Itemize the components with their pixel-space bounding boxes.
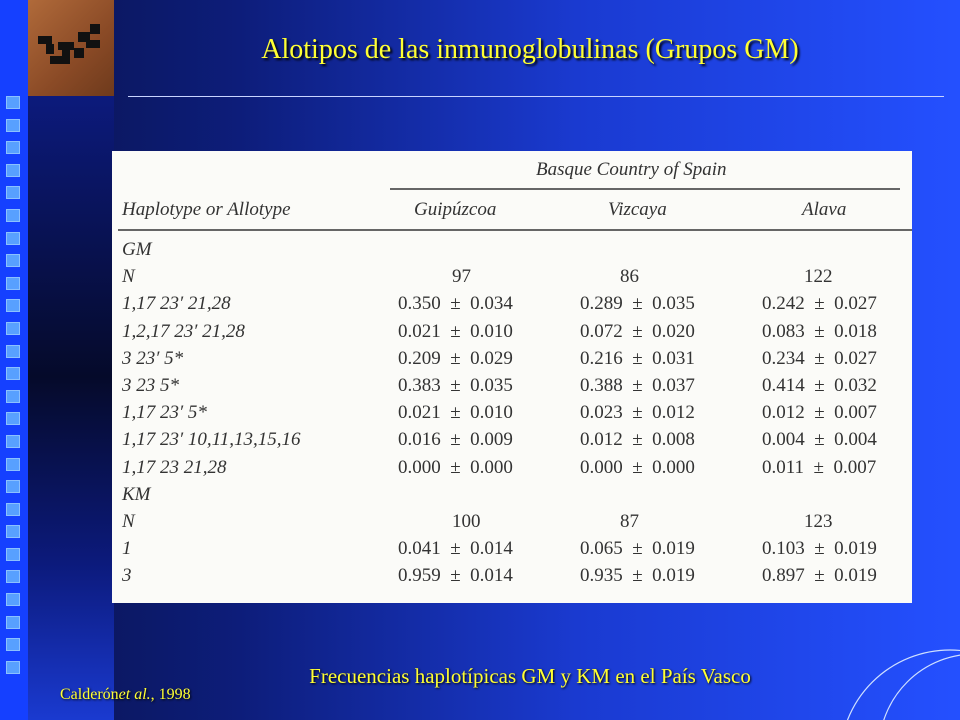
table-row (112, 321, 912, 347)
table-cell: 0.935 ± 0.019 (580, 565, 695, 587)
table-cell: 0.023 ± 0.012 (580, 402, 695, 424)
table-cell: 0.083 ± 0.018 (762, 320, 877, 342)
decorative-square (6, 661, 20, 674)
citation (60, 686, 191, 704)
column-header-guipuzcoa: Guipúzcoa (414, 199, 497, 220)
table-cell: 97 (452, 266, 471, 288)
row-label: 1,17 23′ 5* (122, 402, 207, 424)
decorative-square (6, 593, 20, 606)
decorative-square (6, 164, 20, 177)
table-cell: 87 (620, 511, 639, 532)
table-cell: 0.041 ± 0.014 (398, 538, 513, 560)
table-cell: 122 (804, 266, 833, 288)
table-row (112, 293, 912, 319)
decorative-square (6, 322, 20, 335)
column-header-first: Haplotype or Allotype (122, 199, 291, 220)
row-label: 1 (122, 538, 132, 560)
table-cell: 0.012 ± 0.008 (580, 429, 695, 451)
table-row (112, 429, 912, 455)
dark-band (28, 96, 114, 720)
row-label: N (122, 511, 135, 532)
group-header-rule (390, 188, 900, 190)
decorative-square (6, 458, 20, 471)
decorative-square (6, 345, 20, 358)
section-label: KM (122, 483, 151, 505)
decorative-square (6, 616, 20, 629)
table-cell: 0.000 ± 0.000 (580, 456, 695, 478)
citation-year: , 1998 (150, 686, 191, 703)
decorative-square (6, 480, 20, 493)
row-label: 1,17 23′ 21,28 (122, 293, 231, 315)
table-cell: 0.004 ± 0.004 (762, 429, 877, 451)
table-row (112, 375, 912, 401)
table-cell: 86 (620, 266, 639, 288)
column-header-alava: Alava (802, 199, 847, 220)
decorative-square (6, 412, 20, 425)
table-cell: 0.021 ± 0.010 (398, 320, 513, 342)
decorative-square (6, 390, 20, 403)
table-cell: 0.011 ± 0.007 (762, 456, 877, 478)
decorative-square (6, 435, 20, 448)
decorative-squares (6, 96, 22, 683)
decorative-square (6, 503, 20, 516)
decorative-square (6, 548, 20, 561)
table-cell: 100 (452, 511, 481, 532)
decorative-square (6, 367, 20, 380)
decorative-square (6, 299, 20, 312)
row-label: 3 (122, 565, 132, 587)
title-divider (128, 96, 944, 97)
table-cell: 0.065 ± 0.019 (580, 538, 695, 560)
table-cell: 0.012 ± 0.007 (762, 402, 877, 424)
row-label: 1,17 23 21,28 (122, 456, 227, 478)
decorative-square (6, 119, 20, 132)
column-header-vizcaya: Vizcaya (608, 199, 667, 220)
decorative-square (6, 209, 20, 222)
citation-author: Calderón (60, 686, 119, 703)
table-cell: 0.959 ± 0.014 (398, 565, 513, 587)
table-row (112, 484, 912, 510)
table-row (112, 266, 912, 292)
table-row (112, 511, 912, 537)
slide-caption: Frecuencias haplotípicas GM y KM en el País Vasco (309, 664, 751, 688)
decorative-square (6, 570, 20, 583)
row-label: N (122, 266, 135, 288)
table-cell: 0.383 ± 0.035 (398, 375, 513, 396)
table-row (112, 538, 912, 564)
table-cell: 0.000 ± 0.000 (398, 456, 513, 478)
group-header: Basque Country of Spain (536, 159, 727, 180)
slide-title: Alotipos de las inmunoglobulinas (Grupos GM) (261, 34, 799, 65)
table-cell: 0.242 ± 0.027 (762, 293, 877, 315)
table-cell: 0.216 ± 0.031 (580, 347, 695, 369)
table-cell: 123 (804, 511, 833, 532)
decorative-square (6, 96, 20, 109)
table-cell: 0.388 ± 0.037 (580, 375, 695, 396)
table-cell: 0.016 ± 0.009 (398, 429, 513, 451)
decorative-square (6, 186, 20, 199)
table-row (112, 402, 912, 428)
row-label: 3 23 5* (122, 375, 179, 396)
frequency-table (112, 151, 912, 603)
row-label: 1,17 23′ 10,11,13,15,16 (122, 429, 301, 451)
table-cell: 0.103 ± 0.019 (762, 538, 877, 560)
table-cell: 0.289 ± 0.035 (580, 293, 695, 315)
decorative-square (6, 254, 20, 267)
logo-icon (28, 0, 114, 96)
citation-etal: et al. (118, 686, 151, 703)
decorative-square (6, 232, 20, 245)
table-row (112, 457, 912, 483)
table-cell: 0.209 ± 0.029 (398, 347, 513, 369)
decorative-square (6, 525, 20, 538)
table-cell: 0.897 ± 0.019 (762, 565, 877, 587)
decorative-arcs (800, 610, 960, 720)
table-cell: 0.021 ± 0.010 (398, 402, 513, 424)
decorative-square (6, 141, 20, 154)
table-row (112, 239, 912, 265)
decorative-square (6, 638, 20, 651)
table-row (112, 348, 912, 374)
row-label: 1,2,17 23′ 21,28 (122, 320, 245, 342)
row-label: 3 23′ 5* (122, 347, 184, 369)
university-logo (28, 0, 114, 96)
table-cell: 0.234 ± 0.027 (762, 347, 877, 369)
table-cell: 0.072 ± 0.020 (580, 320, 695, 342)
section-label: GM (122, 239, 152, 260)
table-cell: 0.414 ± 0.032 (762, 375, 877, 396)
decorative-square (6, 277, 20, 290)
table-cell: 0.350 ± 0.034 (398, 293, 513, 315)
table-row (112, 565, 912, 591)
header-rule (118, 229, 912, 231)
